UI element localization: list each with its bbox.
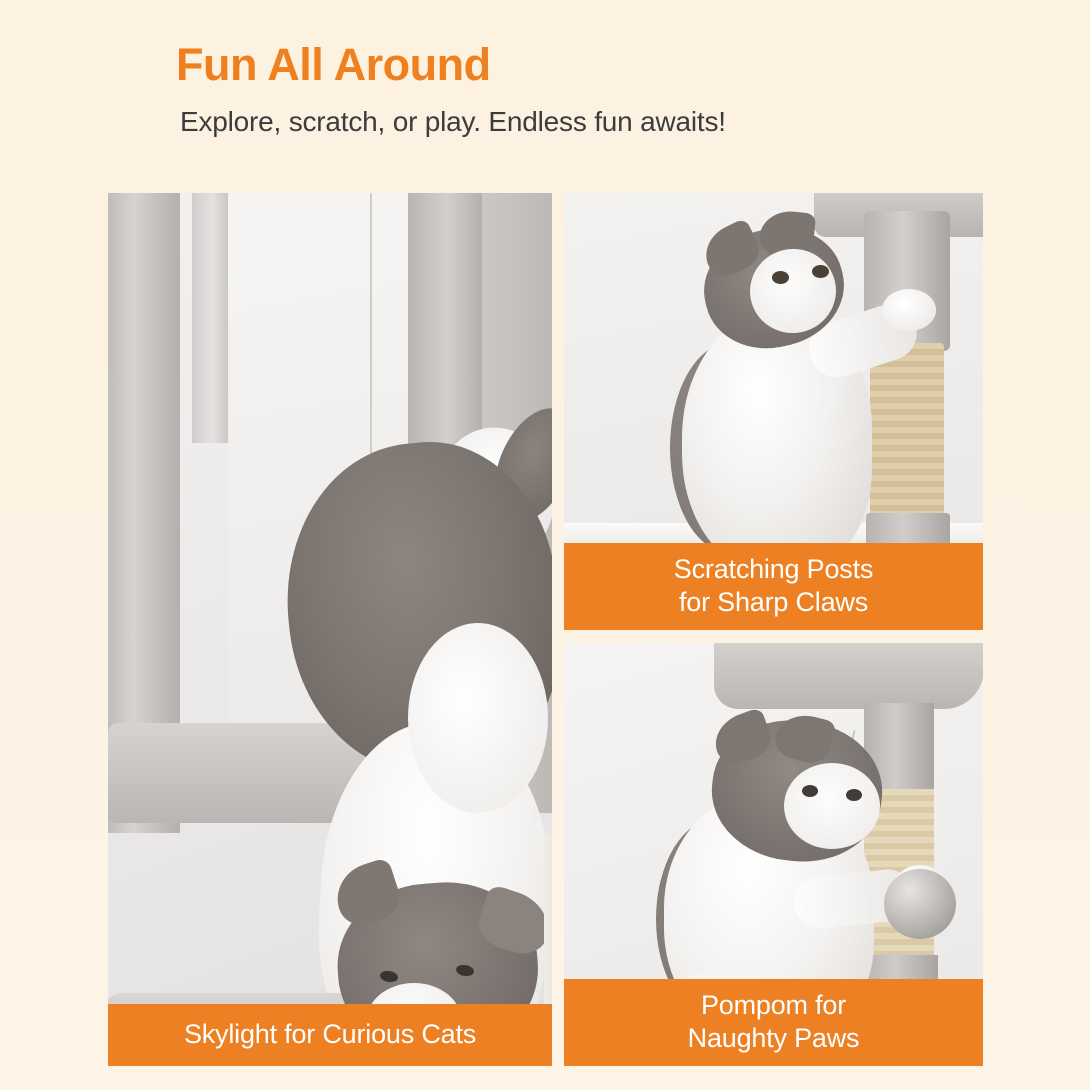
caption-banner-scratching-posts [564,543,983,630]
caption-line: Skylight for Curious Cats [183,1018,477,1049]
cat-paw [882,289,936,331]
cat-muzzle [784,763,880,849]
cat-eye-left [802,785,818,797]
page-subtitle: Explore, scratch, or play. Endless fun awaits! [180,105,726,137]
caption-line: Pompom for [700,990,847,1021]
caption-banner-pompom [564,979,983,1066]
caption-banner-skylight [108,1004,552,1066]
page-title: Fun All Around [176,39,491,90]
cat-tree-post-upper [192,193,232,443]
scratching-post-sisal [870,343,944,528]
pompom-toy [884,869,956,939]
photo-tile-pompom [564,643,983,1066]
caption-line: Naughty Paws [687,1022,860,1053]
caption-line: for Sharp Claws [678,586,869,617]
cat-eye-left [772,271,789,284]
header [0,40,1090,138]
cat-eye-right [846,789,862,801]
caption-line: Scratching Posts [673,554,874,585]
photo-tile-scratching-posts [564,193,983,630]
photo-tile-skylight [108,193,552,1066]
cat-eye-right [812,265,829,278]
cat-white-patch [408,623,548,813]
photo-grid [108,193,983,1066]
cat-tree-platform-top [714,643,983,709]
